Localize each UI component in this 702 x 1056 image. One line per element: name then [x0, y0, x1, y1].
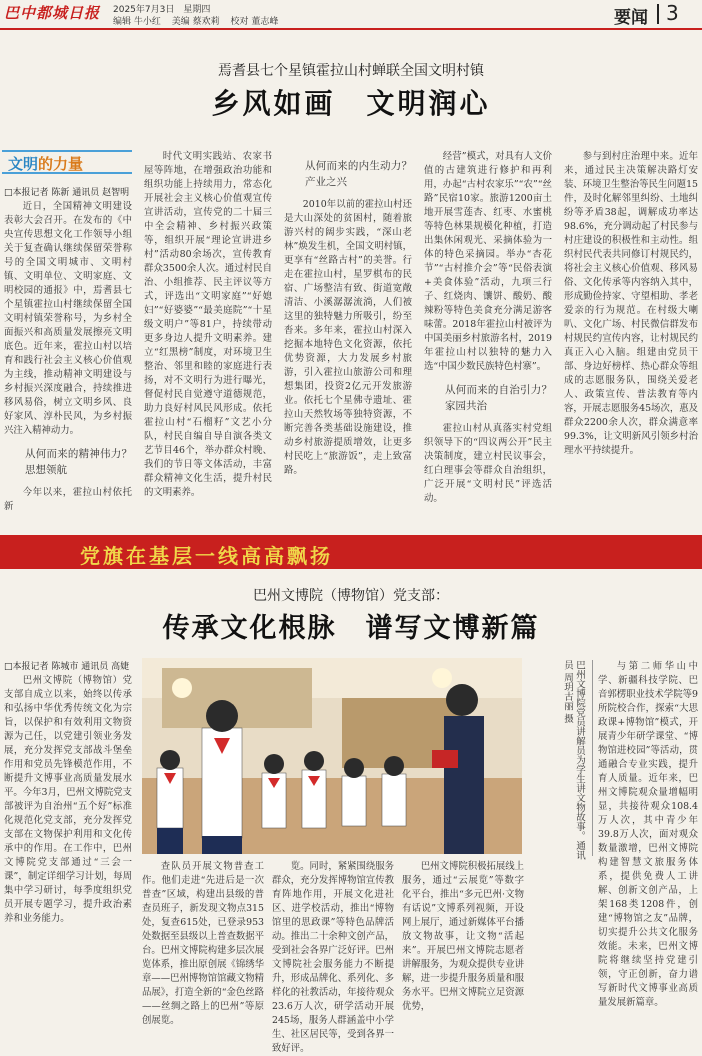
story2-column-1 [4, 660, 132, 1020]
art-credit: 美编 蔡欢莉 [171, 17, 220, 27]
story1-column-3 [284, 150, 412, 526]
masthead-divider [657, 4, 659, 24]
story2-column-3 [272, 860, 394, 1054]
story2-kicker: 巴州文博院（博物馆）党支部： [253, 588, 449, 604]
story2-headline: 传承文化根脉 谱写文博新篇 [162, 613, 540, 644]
editor-credit: 编辑 牛小红 [113, 17, 161, 27]
story1-column-1 [4, 186, 132, 526]
caption-divider [592, 660, 593, 856]
story1-col1-text: 近日，全国精神文明建设表彰大会召开。在发布的《中央宣传思想文化工作领导小组关于复查确认继续保留荣誉称号的全国文明城市、文明村镇、文明单位、文明家庭、文明校园的通报》中，焉耆县七个星镇霍拉山村继续保留全国文明村镇荣誉称号，为乡村全面振兴和高质量发展擦亮文明底色。近年来，霍拉山村以培育和践行社会主义核心价值观为主线，推动精神文明建设与乡村振兴深度融合，持续推进移风易俗，树立文明乡风、良好家风、淳朴民风，为乡村振兴注入精神动力。 [4, 201, 132, 436]
story2-col3-text: 览。同时，紧紧围绕服务群众，充分发挥博物馆宣传教育阵地作用，开展文化进社区、进学校活动，推出“博物馆里的思政课”等特色品牌活动。推出二十余种文创产品，受到社会各界广泛好评。巴州文博院社会服务能力不断提升，形成品牌化、系列化、多样化的社教活动，年接待观众23.6万人次，研学活动开展245场，服务人群涵盖中小学生、社区居民等，受到各界一致好评。 [272, 861, 394, 1054]
story1-byline: □本报记者 陈新 通讯员 赵智明 [4, 188, 130, 198]
section-name: 要闻 [614, 8, 648, 28]
story1-subhead-2: 从何而来的内生动力？产业之兴 [305, 160, 412, 188]
story2-col1-text: 巴州文博院（博物馆）党支部自成立以来，始终以传承和弘扬中华优秀传统文化为宗旨，以保护和有效利用文物资源为己任，以党建引领业务发展，充分发挥党支部战斗堡垒作用和党员先锋模范作用，不断提升文博事业高质量发展水平。今年3月，巴州文博院党支部被评为自治州“五个好”标准化规范化党支部，充分发挥党支部在文物保护利用和文化传承中的作用。在工作中，巴州文博院党支部通过“三会一课”，制定详细学习计划，每周集中学习研讨，每季度组织党员开展专题学习，提升政治素养和业务能力。 [4, 675, 132, 924]
banner-text: 党旗在基层一线高高飘扬 [80, 544, 333, 568]
story2-col4-text: 巴州文博院积极拓展线上服务，通过“云展览”等数字化平台，推出“多元巴州·文物有话说”文博系列视频，开设网上展厅，通过新媒体平台播放文物故事，让文物“活起来”。开展巴州文博院志愿者讲解服务，为观众提供专业讲解，进一步提升服务质量和服务水平。巴州文博院立足资源优势， [402, 861, 524, 1012]
story1-col4-text: 经营”模式，对具有人文价值的古建筑进行修护和再利用，办起“古村农家乐”“农”“丝路”民宿10家。旅游1200亩土地开展雪莲杏、红枣、水蜜桃等特色林果规模化种植，打造出集休闲观光、采摘体验为一体的特色采摘园。举办“杏花节”“古村推介会”等“民俗表演+美食体验”活动，九项三行子、红烧肉、馕饼、酸奶、酸辣粉等特色美食充分满足游客味蕾。2018年霍拉山村被评为中国美丽乡村旅游名村，2019年霍拉山村以独特的魅力入选“中国少数民族特色村寨”。 [424, 151, 552, 372]
classroom-photo [142, 658, 522, 854]
story1-col5-text: 参与到村庄治理中来。近年来，通过民主决策解决路灯安装、环境卫生整治等民生问题15件，及时化解邻里纠纷、土地纠纷等矛盾38起，调解成功率达98.6%，充分调动起了村民参与村庄建设的积极性和主动性。组织村民代表共同修订村规民约，将社会主义核心价值观、移风易俗、文化传承等内容纳入其中，形成勤俭持家、守望相助、孝老爱亲的行为规范。在村级大喇叭、文化广场、村民微信群发布村规民约宣传内容，让村规民约真正入心入脑。组建由党员干部、身边好榜样、热心群众等组成的志愿服务队，围绕关爱老人、政策宣传、普法教育等内容，开展志愿服务45场次，惠及群众2200余人次，群众满意率99.3%，让文明新风引领乡村治理水平持续提升。 [564, 151, 698, 456]
story1-kicker: 焉耆县七个星镇霍拉山村蝉联全国文明村镇 [218, 63, 484, 79]
story2-byline: □本报记者 陈城市 通讯员 高婕 [4, 662, 130, 672]
classroom-illustration [142, 658, 522, 854]
story2-col5-text: 与第二师华山中学、新疆科技学院、巴音郭楞职业技术学院等9所院校合作，探索“大思政课+博物馆”模式，开展青少年研学课堂、“博物馆进校园”等活动，贯通融合专业实践，提升育人质量。近年来，巴州文博院观众量增幅明显，共接待观众108.4万人次，其中青少年39.8万人次，面对观众数量激增，巴州文博院构建智慧文旅服务体系，提供免费人工讲解、创新文创产品，上架168类1208件，创建“博物馆之友”品牌，切实提升公共文化服务效能。未来，巴州文博院将继续坚持党建引领，守正创新，奋力谱写新时代文博事业高质量发展新篇章。 [598, 661, 698, 1008]
section-banner [0, 535, 702, 569]
newspaper-logo: 巴中都城日报 [4, 4, 101, 22]
story2-column-5 [598, 660, 698, 1020]
proof-credit: 校对 董志峰 [230, 17, 279, 27]
story2-column-4 [402, 860, 524, 1020]
photo-caption: 巴州文博院党员讲解员为学生讲文物故事。通讯员 周玥古丽 摄 [562, 660, 585, 860]
story1-column-4 [424, 150, 552, 526]
story1-headline: 乡风如画 文明润心 [211, 87, 491, 120]
story1-subhead-1: 从何而来的精神伟力？思想领航 [25, 448, 132, 476]
story2-column-2 [142, 860, 264, 1026]
story1-subhead-3: 从何而来的自治引力？家园共治 [445, 384, 552, 412]
column-tag [2, 150, 132, 174]
masthead [0, 0, 702, 30]
issue-date: 2025年7月3日 星期四 [113, 5, 211, 15]
story1-column-5 [564, 150, 698, 526]
story1-col1-end: 今年以来，霍拉山村依托新 [4, 487, 132, 512]
column-tag-a: 文明 [8, 155, 39, 173]
story2-col2-text: 查队员开展文物普查工作。他们走进“先进后是一次普查”区域，构建出县级的普查员班子，新发现文物点315处，复查615处，已登录953处数据至县级以上普查数据平台。巴州文博院构建多层次展览体系，推出原创展《锦绣华章——巴州博物馆馆藏文物精品展》，打造全新的“金色丝路——丝绸之路上的巴州”等原创展览。 [142, 861, 264, 1026]
story1-column-2 [144, 150, 272, 526]
column-tag-b: 的力量 [38, 155, 84, 173]
story1-col4-end: 霍拉山村从真落实村党组织领导下的“四议两公开”民主决策制度，建立村民议事会，红白理事会等群众自治组织，广泛开展“文明村民”评选活动。 [424, 423, 552, 504]
staff-line [113, 14, 286, 27]
page-number: 3 [666, 1, 679, 25]
story1-col3-text: 2010年以前的霍拉山村还是大山深处的贫困村，随着旅游兴村的阔步实践，“深山老林”焕发生机，全国文明村镇，更享有“丝路古村”的美誉。行走在霍拉山村，星罗棋布的民宿、广场整洁有致、街道宽敞清洁、小溪潺潺流淌，人们被这里的独特魅力所吸引，纷至沓来。多年来，霍拉山村深入挖掘本地特色文化资源，依托优势资源，大力发展乡村旅游，引入霍拉山旅游公司和理想集团，投资2亿元开发旅游业。依托七个星佛寺遗址、霍拉山天然牧场等独特资源，不断完善各类基础设施建设，推动乡村旅游提质增效，让更多村民吃上“旅游饭”，走上致富路。 [284, 199, 412, 476]
story1-col2-text: 时代文明实践站、农家书屋等阵地，在增强政治功能和组织功能上持续用力，常态化开展社会主义核心价值观宣传宣讲活动，宣传党的二十届三中全会精神、乡村振兴政策等，组织开展“理论宣讲进乡村”活动80余场次，宣传教育群众3500余人次。通过村民自治、小组推荐、民主评议等方式，评选出“文明家庭”“好媳妇”“好婆婆”“最美庭院”“十星级文明户”等81户，持续带动更多身边人提升文明素养。建立“红黑榜”制度，对环境卫生整治、邻里和睦的家庭进行表扬，对不文明行为进行曝光，督促村民自觉遵守道德规范，助力良好村风民风形成。依托霍拉山村“石榴籽”文艺小分队，村民自编自导自演各类文艺节目46个，举办群众村晚、我们的节日等文体活动，丰富群众精神文化生活，提升村民的文明素养。 [144, 151, 272, 498]
